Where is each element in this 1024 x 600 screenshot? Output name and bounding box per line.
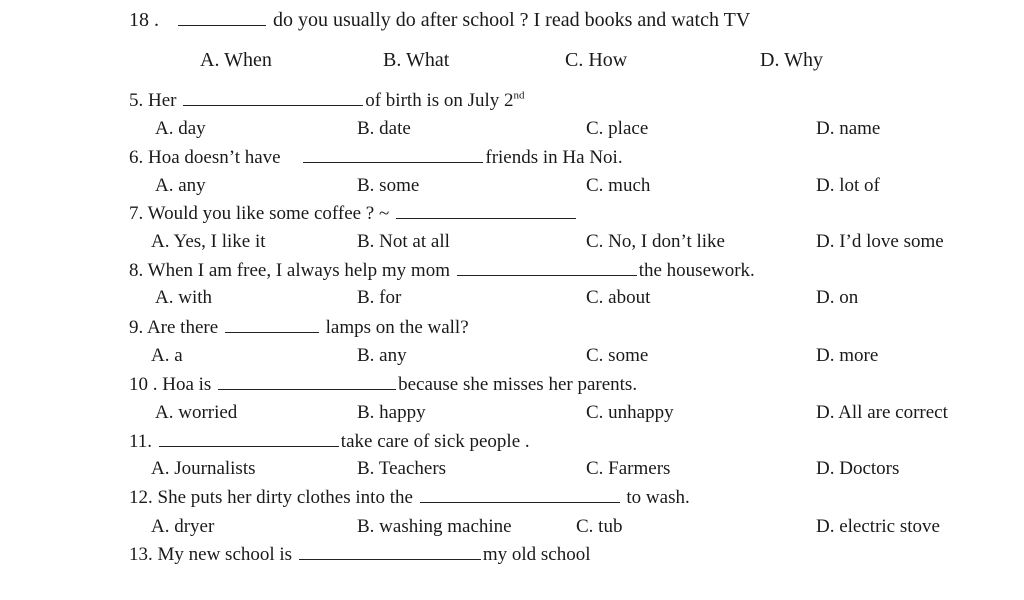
option-d: D. All are correct — [816, 402, 948, 423]
question-9 — [129, 316, 469, 339]
option-a: A. Yes, I like it — [151, 231, 266, 252]
question-number: 18 . — [129, 9, 159, 31]
option-b: B. washing machine — [357, 516, 512, 537]
option-c: C. How — [565, 49, 628, 71]
answer-blank — [420, 486, 620, 503]
option-c: C. No, I don’t like — [586, 231, 725, 252]
question-text-after: lamps on the wall? — [325, 317, 469, 338]
question-8 — [129, 259, 755, 282]
question-7 — [129, 202, 578, 225]
option-b: B. Not at all — [357, 231, 450, 252]
question-18 — [129, 9, 750, 31]
question-text-before: 7. Would you like some coffee ? ~ — [129, 203, 390, 224]
option-a: A. a — [151, 345, 183, 366]
option-c: C. some — [586, 345, 649, 366]
option-c: C. unhappy — [586, 402, 674, 423]
question-text-after: friends in Ha Noi. — [485, 147, 623, 168]
option-b: B. date — [357, 118, 411, 139]
question-5 — [129, 89, 525, 112]
question-text-before: 9. Are there — [129, 317, 219, 338]
option-b: B. Teachers — [357, 458, 447, 479]
option-a: A. any — [155, 175, 206, 196]
option-a: A. worried — [155, 402, 238, 423]
option-d: D. on — [816, 287, 859, 308]
answer-blank — [299, 543, 481, 560]
option-b: B. for — [357, 287, 402, 308]
answer-blank — [457, 259, 637, 276]
option-c: C. about — [586, 287, 651, 308]
question-text-after: because she misses her parents. — [398, 374, 638, 395]
option-b: B. some — [357, 175, 420, 196]
question-text-after: take care of sick people . — [340, 431, 530, 452]
option-d: D. name — [816, 118, 881, 139]
answer-blank — [303, 146, 483, 163]
option-d: D. more — [816, 345, 879, 366]
option-c: C. tub — [576, 516, 623, 537]
ordinal-suffix: nd — [513, 89, 525, 102]
option-d: D. lot of — [816, 175, 880, 196]
question-11 — [129, 430, 530, 453]
answer-blank — [218, 373, 396, 390]
question-text-after: my old school — [482, 544, 591, 565]
question-text-after: of birth is on July 2 — [365, 90, 514, 111]
option-a: A. dryer — [151, 516, 215, 537]
option-a: A. When — [200, 49, 272, 71]
answer-blank — [183, 89, 363, 106]
question-text-after: the housework. — [638, 260, 755, 281]
question-10 — [129, 373, 637, 396]
option-a: A. with — [155, 287, 212, 308]
option-a: A. Journalists — [151, 458, 256, 479]
answer-blank — [396, 202, 576, 219]
question-text-before: 8. When I am free, I always help my mom — [129, 260, 450, 281]
option-b: B. happy — [357, 402, 426, 423]
option-d: D. Why — [760, 49, 823, 71]
answer-blank — [178, 9, 266, 26]
question-6 — [129, 146, 623, 169]
option-d: D. electric stove — [816, 516, 940, 537]
option-b: B. any — [357, 345, 407, 366]
question-12 — [129, 486, 690, 509]
answer-blank — [225, 316, 319, 333]
question-text-after: to wash. — [626, 487, 690, 508]
question-text-after: do you usually do after school ? I read books and watch TV — [273, 9, 751, 31]
option-b: B. What — [383, 49, 450, 71]
option-a: A. day — [155, 118, 206, 139]
option-c: C. place — [586, 118, 649, 139]
question-text-before: 6. Hoa doesn’t have — [129, 147, 281, 168]
option-d: D. I’d love some — [816, 231, 944, 252]
question-text-before: 13. My new school is — [129, 544, 293, 565]
option-d: D. Doctors — [816, 458, 900, 479]
question-text-before: 5. Her — [129, 90, 177, 111]
option-c: C. Farmers — [586, 458, 671, 479]
question-text-before: 11. — [129, 431, 153, 452]
question-text-before: 12. She puts her dirty clothes into the — [129, 487, 413, 508]
answer-blank — [159, 430, 339, 447]
question-13 — [129, 543, 591, 566]
question-text-before: 10 . Hoa is — [129, 374, 212, 395]
option-c: C. much — [586, 175, 651, 196]
